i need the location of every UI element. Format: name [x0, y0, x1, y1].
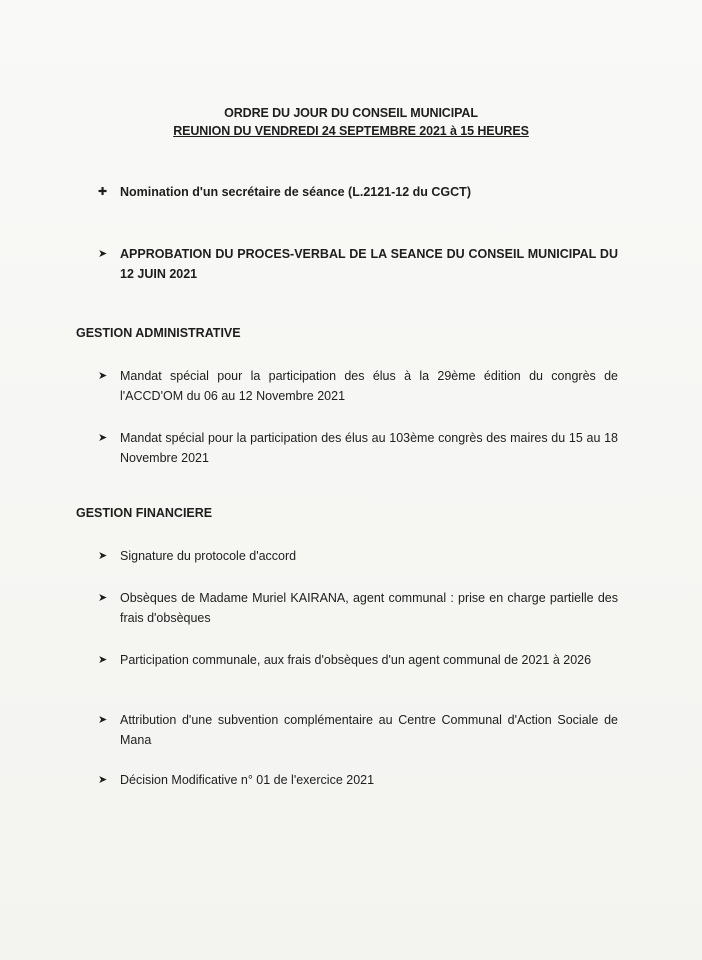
agenda-item-text: Signature du protocole d'accord	[120, 549, 297, 563]
agenda-item-subvention	[98, 710, 618, 750]
agenda-item-participation	[98, 650, 618, 670]
agenda-item-secretary	[98, 182, 618, 202]
arrow-bullet-icon: ➤	[98, 592, 108, 604]
document-title: ORDRE DU JOUR DU CONSEIL MUNICIPAL	[224, 106, 478, 120]
section-title-administrative: GESTION ADMINISTRATIVE	[76, 326, 241, 340]
arrow-bullet-icon: ➤	[98, 248, 108, 260]
agenda-item-text: Nomination d'un secrétaire de séance (L.2121-12 du CGCT)	[120, 185, 471, 199]
arrow-bullet-icon: ➤	[98, 550, 108, 562]
cross-bullet-icon: ✚	[98, 186, 108, 198]
section-title-financial: GESTION FINANCIERE	[76, 506, 213, 520]
arrow-bullet-icon: ➤	[98, 774, 108, 786]
arrow-bullet-icon: ➤	[98, 370, 108, 382]
arrow-bullet-icon: ➤	[98, 654, 108, 666]
agenda-item-mandat-maires	[98, 428, 618, 468]
arrow-bullet-icon: ➤	[98, 432, 108, 444]
agenda-item-text: Mandat spécial pour la participation des élus à la 29ème édition du congrès de l'ACCD'OM du 06 au 12 Novembre 2021	[120, 369, 618, 403]
arrow-bullet-icon: ➤	[98, 714, 108, 726]
agenda-item-protocole	[98, 546, 618, 566]
agenda-item-mandat-accdom	[98, 366, 618, 406]
meeting-date-heading: REUNION DU VENDREDI 24 SEPTEMBRE 2021 à 15 HEURES	[173, 124, 529, 138]
agenda-item-text: Décision Modificative n° 01 de l'exercice 2021	[120, 773, 375, 787]
agenda-item-decision-modificative	[98, 770, 618, 790]
agenda-item-obseques	[98, 588, 618, 628]
agenda-item-text: Mandat spécial pour la participation des élus au 103ème congrès des maires du 15 au 18 Novembre 2021	[120, 431, 618, 465]
agenda-item-text: Participation communale, aux frais d'obsèques d'un agent communal de 2021 à 2026	[120, 653, 592, 667]
agenda-item-approval	[98, 244, 618, 284]
agenda-item-text: Obsèques de Madame Muriel KAIRANA, agent communal : prise en charge partielle des frais d'obsèques	[120, 591, 618, 625]
agenda-item-text: Attribution d'une subvention complémentaire au Centre Communal d'Action Sociale de Mana	[120, 713, 618, 747]
agenda-item-text: APPROBATION DU PROCES-VERBAL DE LA SEANCE DU CONSEIL MUNICIPAL DU 12 JUIN 2021	[120, 247, 618, 281]
